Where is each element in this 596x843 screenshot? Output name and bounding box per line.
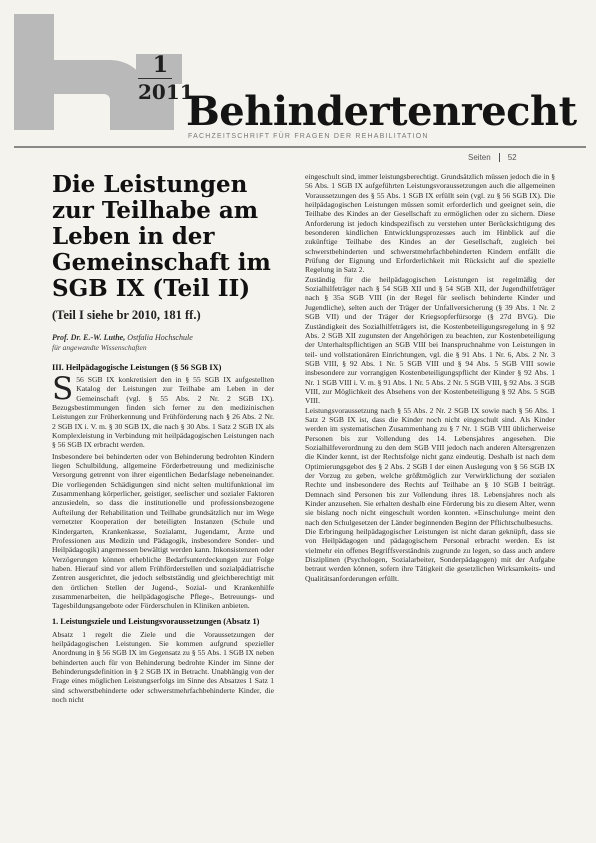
left-column <box>52 172 274 704</box>
author-institution: Ostfalia Hochschule <box>127 333 193 342</box>
author-affiliation: für angewandte Wissenschaften <box>52 343 147 352</box>
paragraph: Zuständig für die heilpädagogischen Leistungen ist regelmäßig der Sozialhilfeträger nach § 54 SGB XII und § 54 SGB XII, der Jugendhilfeträger nach § 35a SGB VIII (in der Regel für seelisch behinderte Kinder und Jugendliche), selten auch der Träger der Unfallversicherung (§ 39 Abs. 1 Nr. 2 SGB VII) und der Träger der Kriegsopferfürsorge (§ 27d BVG). Die Zuständigkeit des Sozialhilfeträgers ist, die Kostenbeteiligungsregelung in § 92 Abs. 2 SGB XII zugunsten der Angehörigen zu beachten, zur Kostenbeteiligung der Unterhaltspflichtigen an SGB VIII bei Inanspruchnahme von Leistungen in teil- und vollstationären Einrichtungen, vgl. die § 91 Abs. 1 Nr. 6, Abs. 2 Nr. 3 SGB VIII, § 92 Abs. 1 Nr. 5 SGB VIII und § 94 Abs. 5 SGB VIII sowie insbesondere zur vorrangigen Kostenbeteiligungspflicht der Kinder § 92 Abs. 1 Nr. 1 SGB VIII i. V. m. § 91 Abs. 1 Nr. 5 Abs. 2 Nr. 5 SGB VIII, § 92 Abs. 3 SGB VIII, zur Möglichkeit des Absehens von der Kostenbeteiligung § 92 Abs. 5 SGB VIII. <box>305 274 555 406</box>
paragraph: Insbesondere bei behinderten oder von Behinderung bedrohten Kindern liegen Schulbildung, allgemeine Förderbetreuung und medizinische Versorgung getrennt von ihrer eigentlichen Bedarfslage nebeneinander. Die vorliegenden Schädigungen sind nicht selten multifunktional im Zusammenhang körperlicher, geistiger, seelischer und sozialer Faktoren anzusiedeln, so dass die institutionelle und professionsbezogene Aufteilung der Rehabilitation und Teilhabe grundsätzlich nur im Wege vernetzter Kooperation der beteiligten Instanzen (Schule und Kindergarten, Krankenkasse, Sozialamt, Jugendamt, Ärzte und Professionen aus Medizin und Pädagogik, insbesondere Sonder- und Heilpädagogik) angemessen bewältigt werden kann. Inkonsistenzen oder Verzögerungen können erhebliche Bedarfsunterdeckungen zur Folge haben. Hierauf sind vor allem Frühförderstellen und sozialpädiatrische Zentren ausgerichtet, die jedoch selbstständig und gleichberechtigt mit den örtlichen Stellen der Jugend-, Sozial- und Krankenhilfe zusammenarbeiten, die heilpädagogische Pflege-, Betreuungs- und Tagesbildungsangebote oder Förderschulen in Kliniken anbieten. <box>52 451 274 611</box>
header-rule <box>14 146 586 148</box>
issue-divider <box>138 78 172 79</box>
right-body <box>305 172 555 583</box>
page-divider <box>499 153 500 162</box>
issue-number: 1 <box>152 52 168 78</box>
paragraph: Absatz 1 regelt die Ziele und die Voraussetzungen der heilpädagogischen Leistungen. Sie kommen aufgrund spezieller Anordnung in § 56 SGB IX im Gegensatz zu § 55 Abs. 1 SGB IX neben behinderten auch für von Behinderung bedrohte Kinder im Sinne der Behinderungsdefinition in § 2 SGB IX in Betracht. Unabhängig von der Frage eines möglichen Leistungserfolgs im Sinne des Absatzes 1 Satz 1 sind schwerstbehinderte oder schwerstmehrfachbehinderte Kinder, die noch nicht <box>52 629 274 704</box>
journal-tagline: FACHZEITSCHRIFT FÜR FRAGEN DER REHABILITATION <box>188 133 429 140</box>
section-heading: III. Heilpädagogische Leistungen (§ 56 SGB IX) <box>52 363 222 372</box>
paragraph: Leistungsvoraussetzung nach § 55 Abs. 2 Nr. 2 SGB IX sowie nach § 56 Abs. 1 Satz 2 SGB IX ist, dass die Kinder noch nicht eingeschult sind. Als Kinder werden im systematischen Zusammenhang zu § 7 Nr. 1 SGB VIII üblicherweise Personen bis zur Vollendung des 14. Lebensjahres angesehen. Die Sozialhilfeverordnung zu den dem SGB VIII jedoch nach anderen Altersgrenzen die Kinder kennt, ist der Rechtsfolge nicht ganz eindeutig. Deshalb ist nach dem Optimierungsgebot des § 2 Abs. 2 SGB I der einen Auslegung von § 56 SGB IX der Vorzug zu geben, welche größtmöglich zur Verwirklichung der sozialen Rechte und insbesondere des Rechts auf Teilhabe an § 10 SGB I beiträgt. Demnach sind Personen bis zur Vollendung ihres 18. Lebensjahres noch als Kinder anzusehen. Sie erhalten deshalb eine Förderung bis zu diesem Alter, wenn sie bislang noch nicht eingeschult worden konnten. »Einschulung« meint den nach den Schulgesetzen der Länder beginnenden Beginn der Pflichtschulbesuchs. <box>305 405 555 527</box>
left-body <box>52 371 274 611</box>
drop-cap: S <box>52 371 74 407</box>
author-name: Prof. Dr. E.-W. Luthe, <box>52 333 126 342</box>
left-body-continued <box>52 630 274 705</box>
paragraph: Die Erbringung heilpädagogischer Leistungen ist nicht daran geknüpft, dass sie von Heilpädagogen und pädagogischem Personal erbracht werden. Es ist vielmehr ein offenes Begriffsverständnis zugrunde zu legen, so dass auch andere Disziplinen (Psychologen, Sozialarbeiter, Sonderpädagogen) mit der Aufgabe betraut werden können, sofern ihre Tätigkeit die gesetzlichen Wirksamkeits- und Qualitätsanforderungen erfüllt. <box>305 527 555 583</box>
page-reference <box>468 153 517 162</box>
issue-year: 2011 <box>138 80 194 104</box>
paragraph-text: 56 SGB IX konkretisiert den in § 55 SGB IX aufgestellten Katalog der Leistungen zur Teilhabe am Leben in der Gemeinschaft (vgl. § 55 Abs. 2 Nr. 2 SGB IX). Bezugsbestimmungen finden sich ferner zu den medizinischen Leistungen zur Früherkennung und Frühförderung nach § 26 Abs. 2 Nr. 2 SGB IX i. V. m. § 30 SGB IX, die nach § 30 Abs. 1 Satz 2 SGB IX als Komplexleistung in Verbindung mit heilpädagogischen Leistungen nach § 56 SGB IX erbracht werden. <box>52 375 274 450</box>
page-number: 52 <box>507 153 517 162</box>
author-line <box>52 333 274 342</box>
article-subtitle: (Teil I siehe br 2010, 181 ff.) <box>52 308 201 322</box>
paragraph: eingeschult sind, immer leistungsberechtigt. Grundsätzlich müssen jedoch die in § 56 Abs. 1 SGB IX aufgeführten Leistungsvoraussetzungen auch die allgemeinen Voraussetzungen des § 55 Abs. 1 SGB IX erfüllt sein (vgl. zu § 56 SGB IX). Die heilpädagogischen Leistungen müssen somit erforderlich und geeignet sein, die Teilhabe des Kindes an der Gesellschaft zu ermöglichen oder zu sichern. Diese Anforderung ist jedoch kindspezifisch zu verstehen unter Berücksichtigung des besonderen kindlichen Entwicklungsprozesses auch im Hinblick auf die zukünftige Teilhabe des Kindes an der Gesellschaft, zugleich bei schwerstbehinderten und schwerstmehrfachbehinderten Kindern entfällt die Prüfung der Eignung und Erforderlichkeit mit Rücksicht auf die spezielle Regelung in Satz 2. <box>305 172 555 275</box>
right-column <box>305 172 555 583</box>
paragraph <box>52 371 274 450</box>
subsection-heading: 1. Leistungsziele und Leistungsvoraussetzungen (Absatz 1) <box>52 616 260 626</box>
journal-title: Behindertenrecht <box>186 88 577 135</box>
page-label: Seiten <box>468 153 491 162</box>
article-title: Die Leistungen zur Teilhabe am Leben in der Gemeinschaft im SGB IX (Teil II) <box>52 171 271 302</box>
